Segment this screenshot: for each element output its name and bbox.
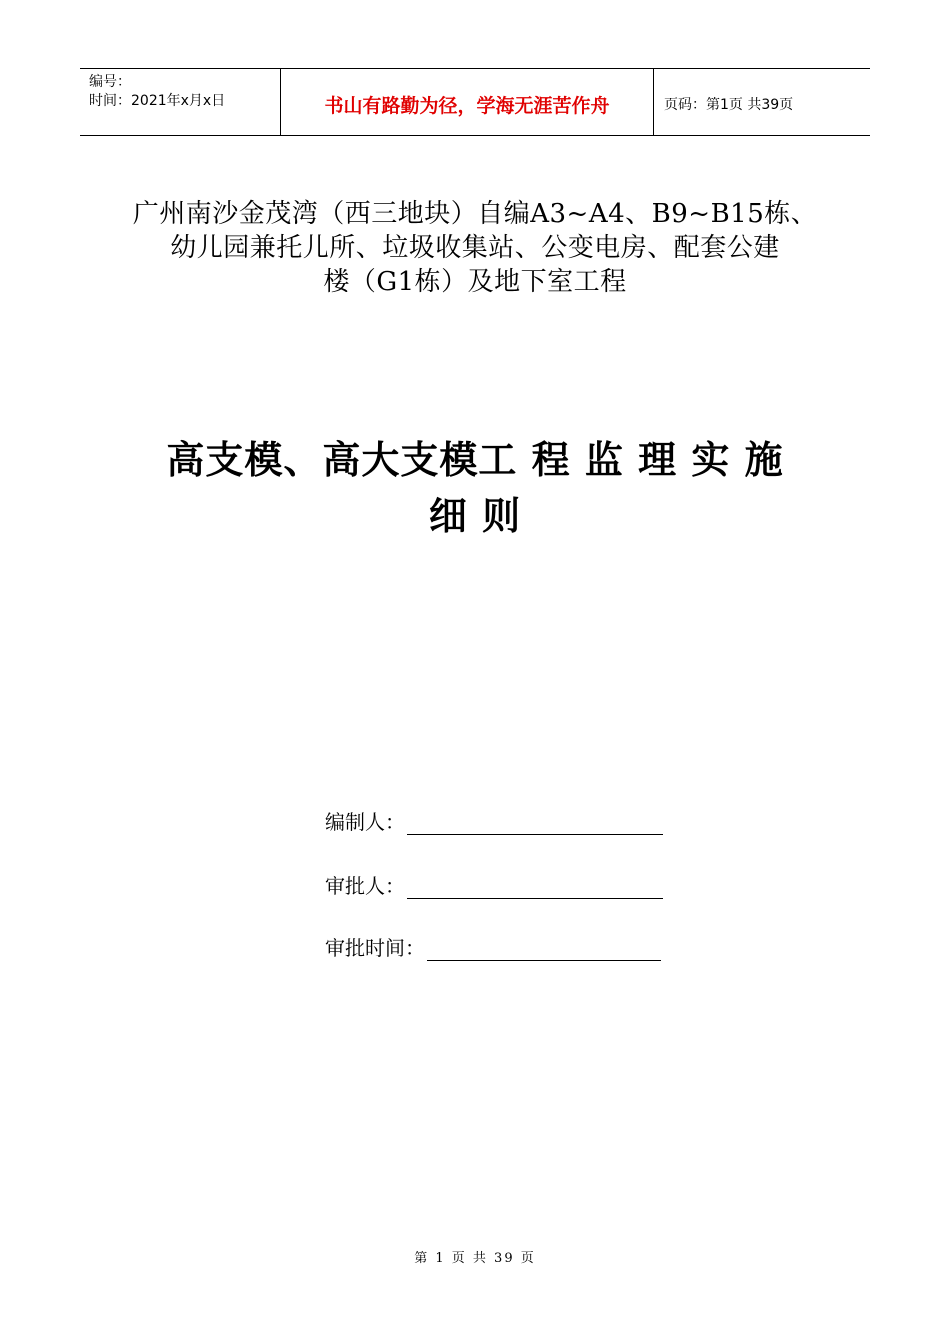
page-header bbox=[80, 68, 870, 136]
time-label: 时间：2021年x月x日 bbox=[89, 93, 226, 109]
document-title bbox=[80, 432, 870, 544]
project-title-line-2: 幼儿园兼托儿所、垃圾收集站、公变电房、配套公建 bbox=[170, 233, 780, 263]
project-title-line-3: 楼（G1栋）及地下室工程 bbox=[323, 267, 627, 297]
compiler-label: 编制人： bbox=[325, 810, 405, 834]
document-title-line-1: 高支模、高大支模工 程 监 理 实 施 bbox=[166, 438, 784, 482]
page-footer: 第 1 页 共 39 页 bbox=[414, 1251, 536, 1266]
approval-time-label: 审批时间： bbox=[325, 936, 425, 960]
approver-signature-line bbox=[407, 874, 663, 899]
project-title-line-1: 广州南沙金茂湾（西三地块）自编A3~A4、B9~B15栋、 bbox=[132, 199, 818, 229]
document-title-line-2: 细 则 bbox=[428, 494, 522, 538]
project-title bbox=[110, 197, 840, 299]
compiler-signature-line bbox=[407, 810, 663, 835]
header-page-info: 页码：第1页 共39页 bbox=[664, 97, 794, 113]
number-label: 编号： bbox=[89, 74, 131, 90]
approver-label: 审批人： bbox=[325, 874, 405, 898]
header-meta bbox=[80, 69, 280, 135]
approval-time-field bbox=[325, 932, 661, 961]
approval-time-line bbox=[427, 936, 661, 961]
approver-field bbox=[325, 870, 663, 899]
header-motto: 书山有路勤为径，学海无涯苦作舟 bbox=[280, 69, 654, 135]
compiler-field bbox=[325, 806, 663, 835]
